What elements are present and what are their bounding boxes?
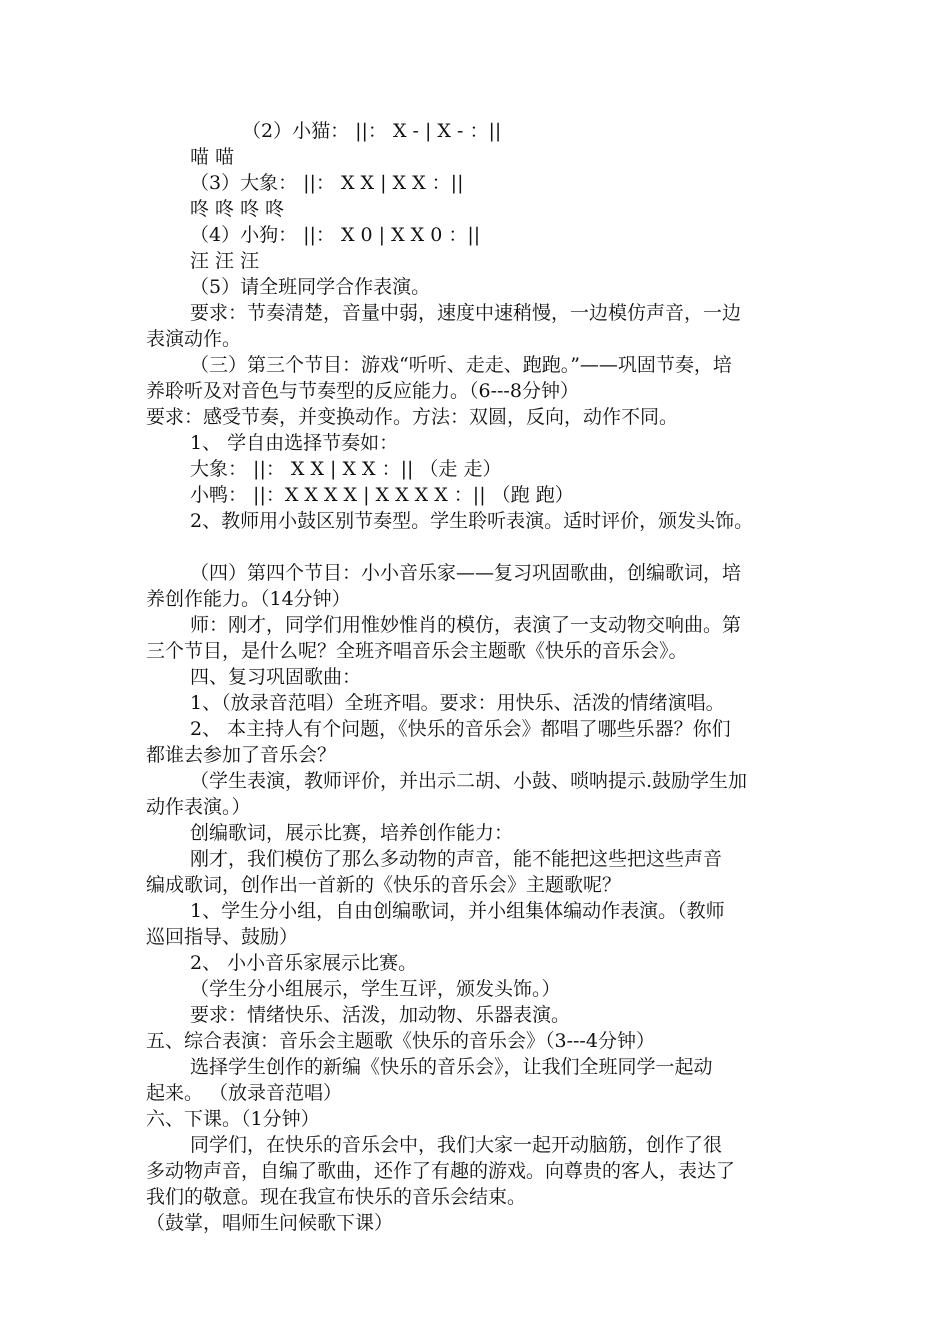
text-line: 要求：情绪快乐、活泼，加动物、乐器表演。	[190, 1004, 571, 1026]
text-line: 大象： ||： X X | X X ：|| （走 走）	[190, 458, 502, 480]
text-line: 都谁去参加了音乐会？	[146, 744, 337, 766]
text-line: 喵 喵	[190, 146, 235, 168]
text-line: 刚才，我们模仿了那么多动物的声音，能不能把这些把这些声音	[190, 848, 723, 870]
text-line: 咚 咚 咚 咚	[190, 198, 285, 220]
text-line: 2、 小小音乐家展示比赛。	[190, 952, 418, 974]
text-line: 起来。 （放录音范唱）	[146, 1082, 343, 1104]
section-heading: 四、复习巩固歌曲：	[190, 666, 362, 688]
text-line: （4）小狗： ||： X 0 | X X 0 ：||	[190, 224, 481, 246]
text-line: （5）请全班同学合作表演。	[190, 276, 431, 298]
lesson-plan-text	[146, 118, 812, 1236]
text-line: 1、学生分小组，自由创编歌词，并小组集体编动作表演。（教师	[190, 900, 725, 922]
text-line: （3）大象： ||： X X | X X ：||	[190, 172, 464, 194]
text-line: 巡回指导、鼓励）	[146, 926, 299, 948]
text-line: 多动物声音，自编了歌曲，还作了有趣的游戏。向尊贵的客人，表达了	[146, 1160, 736, 1182]
text-line: 汪 汪 汪	[190, 250, 260, 272]
blank-line	[146, 534, 812, 560]
text-line: 小鸭： ||：X X X X | X X X X ：|| （跑 跑）	[190, 484, 574, 506]
text-line: 2、教师用小鼓区别节奏型。学生聆听表演。适时评价，颁发头饰。	[190, 510, 754, 532]
text-line: 师：刚才，同学们用惟妙惟肖的模仿，表演了一支动物交响曲。第	[190, 614, 742, 636]
text-line: 同学们，在快乐的音乐会中，我们大家一起开动脑筋，创作了很	[190, 1134, 723, 1156]
text-line: 编成歌词，创作出一首新的《快乐的音乐会》主题歌呢？	[146, 874, 622, 896]
section-heading: 五、综合表演：音乐会主题歌《快乐的音乐会》（3---4分钟）	[146, 1030, 655, 1052]
text-line: （三）第三个节目：游戏“听听、走走、跑跑。”——巩固节奏，培	[190, 354, 732, 376]
text-line: （鼓掌，唱师生问候歌下课）	[146, 1212, 394, 1234]
text-line: 1、（放录音范唱）全班齐唱。要求：用快乐、活泼的情绪演唱。	[190, 692, 725, 714]
text-line: 1、 学自由选择节奏如：	[190, 432, 399, 454]
text-line: 要求：感受节奏，并变换动作。方法：双圆，反向，动作不同。	[146, 406, 679, 428]
text-line: 创编歌词，展示比赛，培养创作能力：	[190, 822, 514, 844]
text-line: 选择学生创作的新编《快乐的音乐会》，让我们全班同学一起动	[190, 1056, 713, 1078]
text-line: （学生分小组展示，学生互评，颁发头饰。）	[190, 978, 561, 1000]
text-line: 养创作能力。（14分钟）	[146, 588, 351, 610]
section-heading: 六、下课。（1分钟）	[146, 1108, 320, 1130]
text-line: （2）小猫： ||： X - | X - ：||	[242, 120, 502, 142]
text-line: 2、 本主持人有个问题，《快乐的音乐会》都唱了哪些乐器？你们	[190, 718, 731, 740]
text-line: 要求：节奏清楚，音量中弱，速度中速稍慢，一边模仿声音，一边	[190, 302, 742, 324]
text-line: 表演动作。	[146, 328, 242, 350]
text-line: 动作表演。）	[146, 796, 251, 818]
text-line: （四）第四个节目：小小音乐家——复习巩固歌曲，创编歌词，培	[190, 562, 742, 584]
text-line: （学生表演，教师评价，并出示二胡、小鼓、唢呐提示.鼓励学生加	[190, 770, 748, 792]
text-line: 养聆听及对音色与节奏型的反应能力。（6---8分钟）	[146, 380, 579, 402]
text-line: 三个节目，是什么呢？全班齐唱音乐会主题歌《快乐的音乐会》。	[146, 640, 688, 662]
text-line: 我们的敬意。现在我宣布快乐的音乐会结束。	[146, 1186, 527, 1208]
